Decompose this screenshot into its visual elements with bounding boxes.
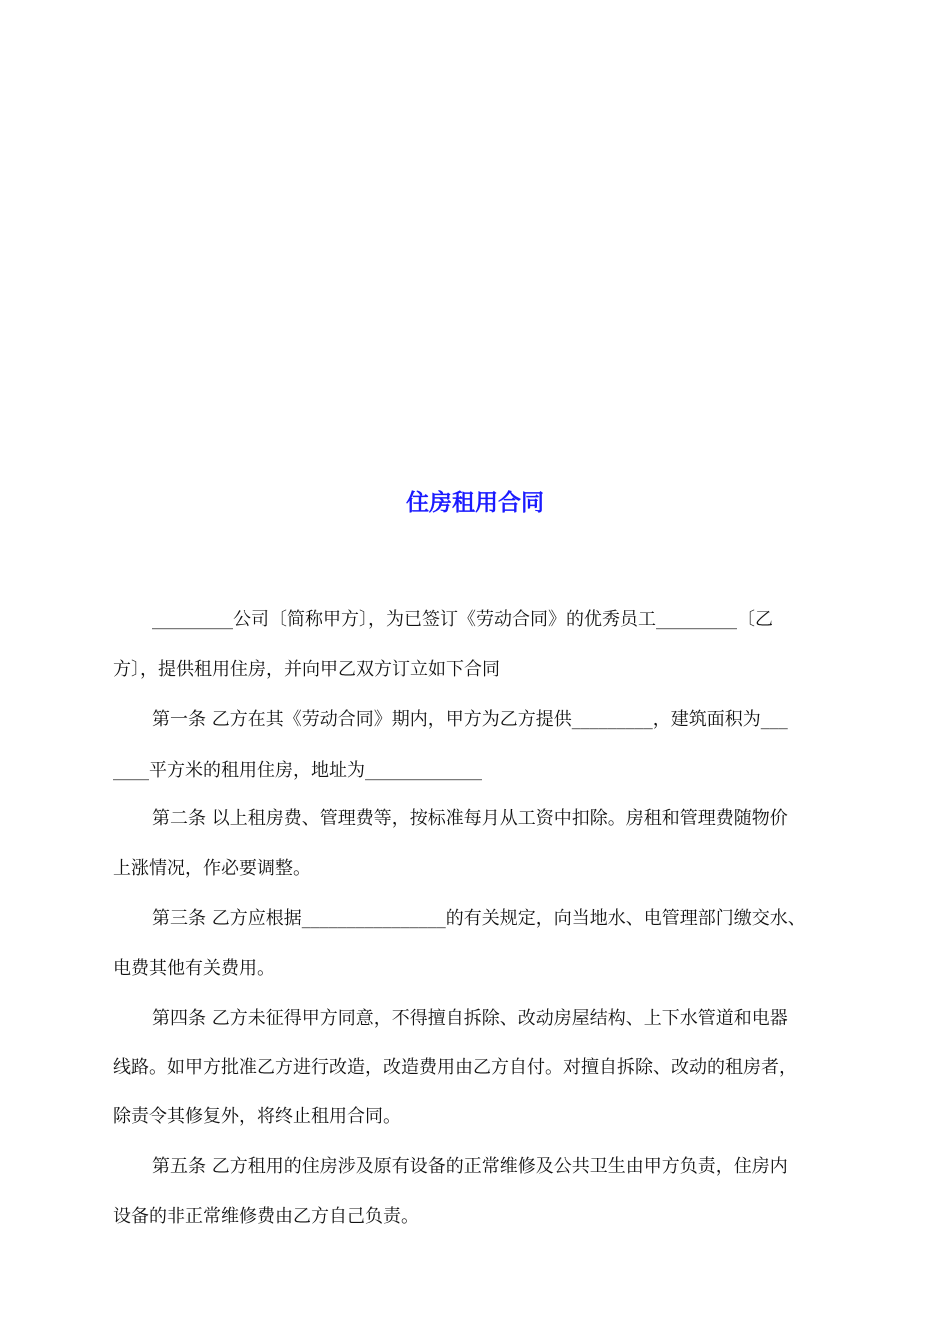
paragraph-line: _________公司〔简称甲方〕，为已签订《劳动合同》的优秀员工_________〔乙 <box>152 609 773 630</box>
article-3-line: 电费其他有关费用。 <box>113 958 275 979</box>
paragraph-line: 方〕，提供租用住房，并向甲乙双方订立如下合同 <box>113 659 500 680</box>
document-title: 住房租用合同 <box>406 490 544 516</box>
article-1-line: ____平方米的租用住房，地址为_____________ <box>113 760 482 781</box>
article-2-line: 第二条 以上租房费、管理费等，按标准每月从工资中扣除。房租和管理费随物价 <box>152 808 788 829</box>
article-2-line: 上涨情况，作必要调整。 <box>113 858 311 879</box>
article-1-line: 第一条 乙方在其《劳动合同》期内，甲方为乙方提供_________，建筑面积为___ <box>152 709 788 730</box>
article-5-line: 设备的非正常维修费由乙方自己负责。 <box>113 1206 419 1227</box>
article-4-line: 线路。如甲方批准乙方进行改造，改造费用由乙方自付。对擅自拆除、改动的租房者， <box>113 1057 797 1078</box>
article-3-line: 第三条 乙方应根据________________的有关规定，向当地水、电管理部门缴交水、 <box>152 908 806 929</box>
article-5-line: 第五条 乙方租用的住房涉及原有设备的正常维修及公共卫生由甲方负责，住房内 <box>152 1156 788 1177</box>
article-4-line: 第四条 乙方未征得甲方同意，不得擅自拆除、改动房屋结构、上下水管道和电器 <box>152 1008 788 1029</box>
article-4-line: 除责令其修复外，将终止租用合同。 <box>113 1106 401 1127</box>
